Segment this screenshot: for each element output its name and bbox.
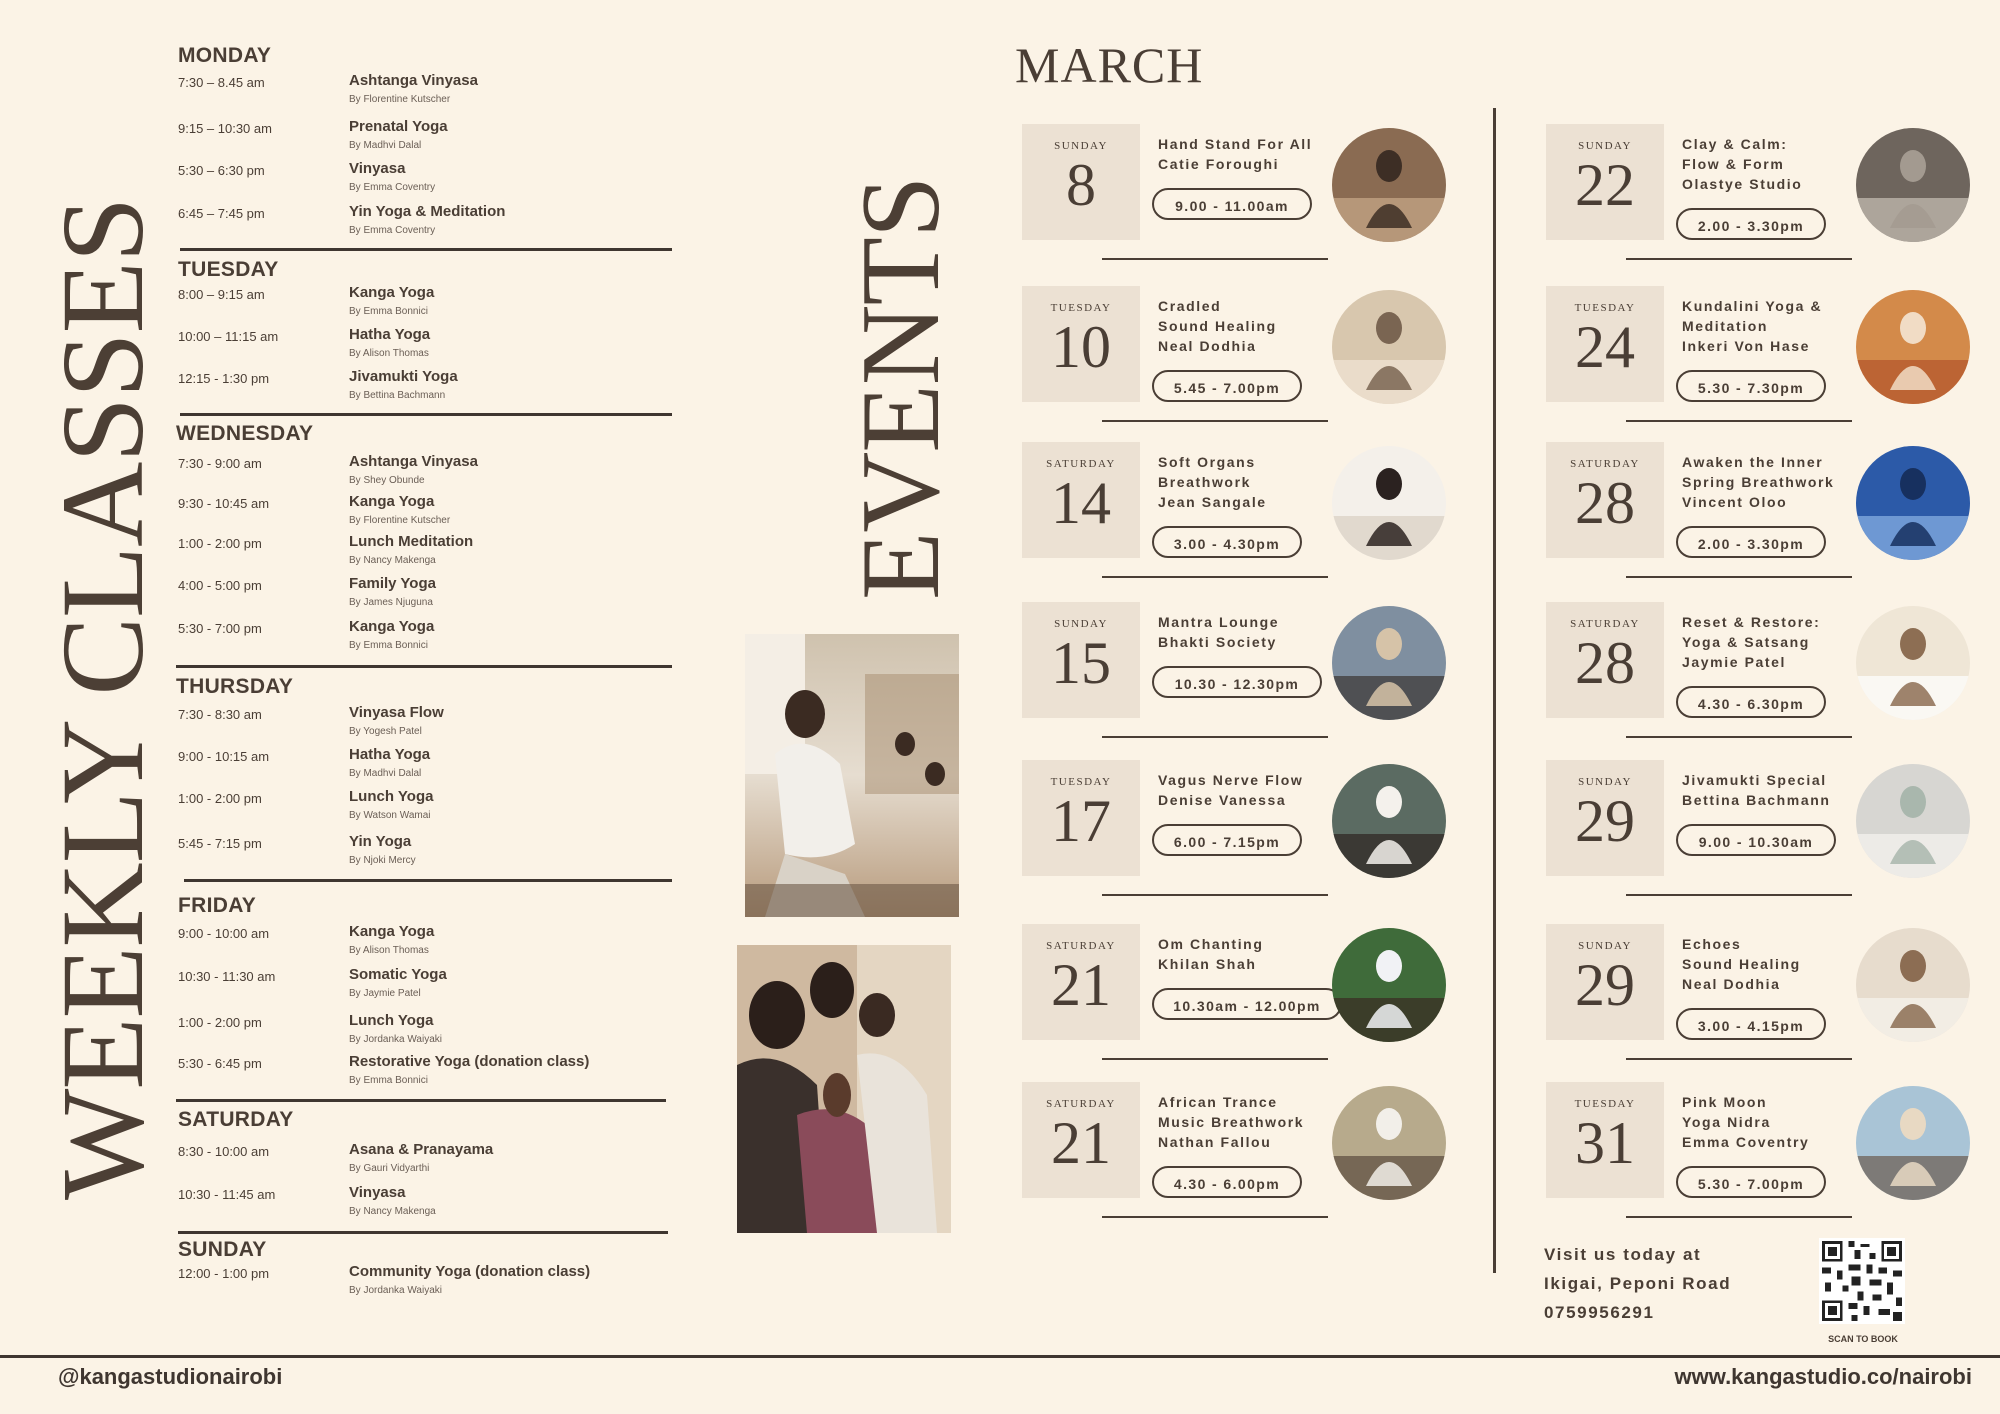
event-photo xyxy=(1332,928,1446,1042)
class-teacher: By Emma Bonnici xyxy=(349,306,428,317)
event-separator xyxy=(1626,576,1852,578)
class-time: 5:30 - 6:45 pm xyxy=(178,1056,262,1071)
event-title: Soft Organs Breathwork Jean Sangale xyxy=(1158,454,1267,510)
day-divider xyxy=(176,1099,666,1102)
event-title: Om Chanting Khilan Shah xyxy=(1158,936,1264,972)
class-time: 12:15 - 1:30 pm xyxy=(178,371,270,386)
event-time-pill[interactable]: 3.00 - 4.15pm xyxy=(1676,1008,1826,1040)
event-date-box xyxy=(1022,1082,1140,1198)
class-time: 8:00 – 9:15 am xyxy=(178,287,265,302)
class-name: Prenatal Yoga xyxy=(349,118,448,135)
studio-photo-stretch xyxy=(745,634,959,917)
class-time: 5:45 - 7:15 pm xyxy=(178,836,262,851)
event-weekday: SUNDAY xyxy=(1578,776,1632,788)
class-time: 9:15 – 10:30 am xyxy=(178,121,272,136)
event-date-box xyxy=(1022,602,1140,718)
class-teacher: By Alison Thomas xyxy=(349,945,429,956)
day-divider xyxy=(180,248,672,251)
event-time-pill[interactable]: 5.30 - 7.00pm xyxy=(1676,1166,1826,1198)
class-name: Restorative Yoga (donation class) xyxy=(349,1053,590,1070)
day-heading-wednesday: WEDNESDAY xyxy=(176,422,314,445)
event-date-box xyxy=(1546,1082,1664,1198)
event-date-box xyxy=(1022,286,1140,402)
event-day-number: 21 xyxy=(1051,1110,1111,1176)
class-time: 1:00 - 2:00 pm xyxy=(178,536,262,551)
class-name: Lunch Yoga xyxy=(349,788,434,805)
class-teacher: By Njoki Mercy xyxy=(349,855,416,866)
event-day-number: 10 xyxy=(1051,314,1111,380)
class-teacher: By Bettina Bachmann xyxy=(349,390,446,401)
day-divider xyxy=(176,665,672,668)
day-divider xyxy=(184,879,672,882)
class-teacher: By Alison Thomas xyxy=(349,348,429,359)
event-title: Mantra Lounge Bhakti Society xyxy=(1158,614,1280,650)
event-photo xyxy=(1856,128,1970,242)
day-divider xyxy=(178,1231,668,1234)
event-photo xyxy=(1332,290,1446,404)
class-teacher: By Jordanka Waiyaki xyxy=(349,1285,442,1296)
class-teacher: By Gauri Vidyarthi xyxy=(349,1163,430,1174)
event-day-number: 29 xyxy=(1575,952,1635,1018)
event-photo xyxy=(1332,446,1446,560)
event-title: Hand Stand For All Catie Foroughi xyxy=(1158,136,1313,172)
day-divider xyxy=(180,413,672,416)
event-date-box xyxy=(1022,442,1140,558)
event-title: Jivamukti Special Bettina Bachmann xyxy=(1682,772,1831,808)
event-title: African Trance Music Breathwork Nathan Fallou xyxy=(1158,1094,1305,1150)
day-heading-friday: FRIDAY xyxy=(178,894,257,917)
event-day-number: 31 xyxy=(1575,1110,1635,1176)
class-time: 7:30 – 8.45 am xyxy=(178,75,265,90)
class-teacher: By Nancy Makenga xyxy=(349,1206,436,1217)
class-time: 5:30 – 6:30 pm xyxy=(178,163,265,178)
event-title: Clay & Calm: Flow & Form Olastye Studio xyxy=(1682,136,1803,192)
event-separator xyxy=(1626,420,1852,422)
class-time: 7:30 - 8:30 am xyxy=(178,707,262,722)
class-time: 8:30 - 10:00 am xyxy=(178,1144,270,1159)
event-photo xyxy=(1332,764,1446,878)
event-time-pill[interactable]: 5.30 - 7.30pm xyxy=(1676,370,1826,402)
class-time: 4:00 - 5:00 pm xyxy=(178,578,262,593)
event-separator xyxy=(1626,258,1852,260)
event-title: Kundalini Yoga & Meditation Inkeri Von Hase xyxy=(1682,298,1823,354)
visit-address: Ikigai, Peponi Road xyxy=(1544,1274,1732,1293)
class-teacher: By Emma Coventry xyxy=(349,182,436,193)
event-weekday: SATURDAY xyxy=(1046,458,1116,470)
class-teacher: By Emma Bonnici xyxy=(349,1075,428,1086)
events-title: EVENTS xyxy=(839,176,963,600)
event-separator xyxy=(1102,894,1328,896)
event-weekday: SATURDAY xyxy=(1046,1098,1116,1110)
event-photo xyxy=(1856,1086,1970,1200)
event-weekday: TUESDAY xyxy=(1574,1098,1636,1110)
footer-divider xyxy=(0,1355,2000,1358)
day-heading-tuesday: TUESDAY xyxy=(178,258,279,281)
class-teacher: By Watson Wamai xyxy=(349,810,431,821)
event-separator xyxy=(1102,1216,1328,1218)
class-time: 10:30 - 11:45 am xyxy=(178,1187,276,1202)
scan-to-book-label: SCAN TO BOOK xyxy=(1828,1334,1898,1344)
event-weekday: TUESDAY xyxy=(1574,302,1636,314)
class-name: Kanga Yoga xyxy=(349,284,435,301)
class-name: Vinyasa xyxy=(349,160,406,177)
studio-photo-meditation xyxy=(737,945,951,1233)
event-title: Vagus Nerve Flow Denise Vanessa xyxy=(1158,772,1304,808)
event-day-number: 24 xyxy=(1575,314,1635,380)
event-title: Echoes Sound Healing Neal Dodhia xyxy=(1682,936,1801,992)
class-name: Hatha Yoga xyxy=(349,326,431,343)
class-teacher: By Nancy Makenga xyxy=(349,555,436,566)
event-day-number: 15 xyxy=(1051,630,1111,696)
event-separator xyxy=(1102,736,1328,738)
event-date-box xyxy=(1546,286,1664,402)
class-time: 9:30 - 10:45 am xyxy=(178,496,270,511)
class-name: Lunch Yoga xyxy=(349,1012,434,1029)
event-day-number: 22 xyxy=(1575,152,1635,218)
event-day-number: 21 xyxy=(1051,952,1111,1018)
class-name: Yin Yoga xyxy=(349,833,412,850)
visit-phone[interactable]: 0759956291 xyxy=(1544,1303,1655,1322)
event-photo xyxy=(1856,928,1970,1042)
event-photo xyxy=(1856,606,1970,720)
class-time: 5:30 - 7:00 pm xyxy=(178,621,262,636)
event-date-box xyxy=(1022,924,1140,1040)
class-name: Jivamukti Yoga xyxy=(349,368,458,385)
class-teacher: By Yogesh Patel xyxy=(349,726,422,737)
class-teacher: By Florentine Kutscher xyxy=(349,515,451,526)
class-teacher: By James Njuguna xyxy=(349,597,433,608)
class-teacher: By Jaymie Patel xyxy=(349,988,421,999)
class-name: Yin Yoga & Meditation xyxy=(349,203,506,220)
event-day-number: 29 xyxy=(1575,788,1635,854)
event-photo xyxy=(1856,764,1970,878)
event-date-box xyxy=(1546,924,1664,1040)
class-teacher: By Emma Bonnici xyxy=(349,640,428,651)
class-name: Kanga Yoga xyxy=(349,493,435,510)
event-photo xyxy=(1856,446,1970,560)
class-time: 9:00 - 10:00 am xyxy=(178,926,270,941)
event-date-box xyxy=(1022,124,1140,240)
event-time-pill[interactable]: 5.45 - 7.00pm xyxy=(1152,370,1302,402)
event-day-number: 8 xyxy=(1066,152,1096,218)
instagram-handle[interactable]: @kangastudionairobi xyxy=(58,1364,283,1389)
day-heading-saturday: SATURDAY xyxy=(178,1108,294,1131)
event-separator xyxy=(1102,420,1328,422)
event-time-pill[interactable]: 10.30am - 12.00pm xyxy=(1152,988,1342,1020)
event-date-box xyxy=(1546,760,1664,876)
class-name: Vinyasa xyxy=(349,1184,406,1201)
event-weekday: SATURDAY xyxy=(1570,618,1640,630)
class-teacher: By Madhvi Dalal xyxy=(349,140,422,151)
event-photo xyxy=(1332,606,1446,720)
events-column-divider xyxy=(1493,108,1496,1273)
class-name: Ashtanga Vinyasa xyxy=(349,72,478,89)
event-separator xyxy=(1102,576,1328,578)
event-weekday: SATURDAY xyxy=(1570,458,1640,470)
class-time: 9:00 - 10:15 am xyxy=(178,749,270,764)
visit-line-1: Visit us today at xyxy=(1544,1245,1702,1264)
event-time-pill[interactable]: 6.00 - 7.15pm xyxy=(1152,824,1302,856)
event-day-number: 14 xyxy=(1051,470,1111,536)
class-time: 1:00 - 2:00 pm xyxy=(178,791,262,806)
event-separator xyxy=(1626,736,1852,738)
class-name: Kanga Yoga xyxy=(349,923,435,940)
event-separator xyxy=(1102,258,1328,260)
event-date-box xyxy=(1546,124,1664,240)
event-title: Reset & Restore: Yoga & Satsang Jaymie Patel xyxy=(1682,614,1821,670)
event-time-pill[interactable]: 2.00 - 3.30pm xyxy=(1676,526,1826,558)
class-time: 10:30 - 11:30 am xyxy=(178,969,276,984)
event-time-pill[interactable]: 4.30 - 6.30pm xyxy=(1676,686,1826,718)
event-time-pill[interactable]: 4.30 - 6.00pm xyxy=(1152,1166,1302,1198)
event-weekday: TUESDAY xyxy=(1050,302,1112,314)
class-name: Lunch Meditation xyxy=(349,533,474,550)
event-time-pill[interactable]: 3.00 - 4.30pm xyxy=(1152,526,1302,558)
event-title: Cradled Sound Healing Neal Dodhia xyxy=(1158,298,1277,354)
day-heading-sunday: SUNDAY xyxy=(178,1238,267,1261)
event-weekday: SUNDAY xyxy=(1578,140,1632,152)
class-name: Community Yoga (donation class) xyxy=(349,1263,591,1280)
class-time: 12:00 - 1:00 pm xyxy=(178,1266,270,1281)
day-heading-thursday: THURSDAY xyxy=(176,675,294,698)
class-teacher: By Jordanka Waiyaki xyxy=(349,1034,442,1045)
event-time-pill[interactable]: 9.00 - 11.00am xyxy=(1152,188,1312,220)
class-teacher: By Shey Obunde xyxy=(349,475,425,486)
day-heading-monday: MONDAY xyxy=(178,44,272,67)
event-photo xyxy=(1332,128,1446,242)
class-name: Ashtanga Vinyasa xyxy=(349,453,478,470)
booking-qr-code[interactable] xyxy=(1819,1238,1905,1324)
event-photo xyxy=(1332,1086,1446,1200)
class-name: Family Yoga xyxy=(349,575,436,592)
class-name: Hatha Yoga xyxy=(349,746,431,763)
event-day-number: 17 xyxy=(1051,788,1111,854)
event-time-pill[interactable]: 2.00 - 3.30pm xyxy=(1676,208,1826,240)
event-weekday: TUESDAY xyxy=(1050,776,1112,788)
event-date-box xyxy=(1546,442,1664,558)
class-teacher: By Florentine Kutscher xyxy=(349,94,451,105)
event-title: Pink Moon Yoga Nidra Emma Coventry xyxy=(1682,1094,1810,1150)
event-weekday: SUNDAY xyxy=(1054,618,1108,630)
class-time: 1:00 - 2:00 pm xyxy=(178,1015,262,1030)
website-link[interactable]: www.kangastudio.co/nairobi xyxy=(1674,1364,1972,1389)
event-photo xyxy=(1856,290,1970,404)
class-name: Kanga Yoga xyxy=(349,618,435,635)
weekly-classes-title: WEEKLY CLASSES xyxy=(37,197,168,1200)
class-name: Vinyasa Flow xyxy=(349,704,444,721)
class-name: Somatic Yoga xyxy=(349,966,447,983)
event-date-box xyxy=(1546,602,1664,718)
event-weekday: SATURDAY xyxy=(1046,940,1116,952)
class-teacher: By Madhvi Dalal xyxy=(349,768,422,779)
class-time: 6:45 – 7:45 pm xyxy=(178,206,265,221)
event-time-pill[interactable]: 9.00 - 10.30am xyxy=(1676,824,1836,856)
month-title: MARCH xyxy=(1015,37,1204,93)
event-date-box xyxy=(1022,760,1140,876)
class-teacher: By Emma Coventry xyxy=(349,225,436,236)
event-weekday: SUNDAY xyxy=(1054,140,1108,152)
event-separator xyxy=(1626,1216,1852,1218)
event-day-number: 28 xyxy=(1575,470,1635,536)
event-separator xyxy=(1102,1058,1328,1060)
event-title: Awaken the Inner Spring Breathwork Vincent Oloo xyxy=(1682,454,1835,510)
class-name: Asana & Pranayama xyxy=(349,1141,494,1158)
event-time-pill[interactable]: 10.30 - 12.30pm xyxy=(1152,666,1322,698)
event-separator xyxy=(1626,894,1852,896)
event-weekday: SUNDAY xyxy=(1578,940,1632,952)
event-day-number: 28 xyxy=(1575,630,1635,696)
class-time: 7:30 - 9:00 am xyxy=(178,456,262,471)
event-separator xyxy=(1626,1058,1852,1060)
class-time: 10:00 – 11:15 am xyxy=(178,329,279,344)
